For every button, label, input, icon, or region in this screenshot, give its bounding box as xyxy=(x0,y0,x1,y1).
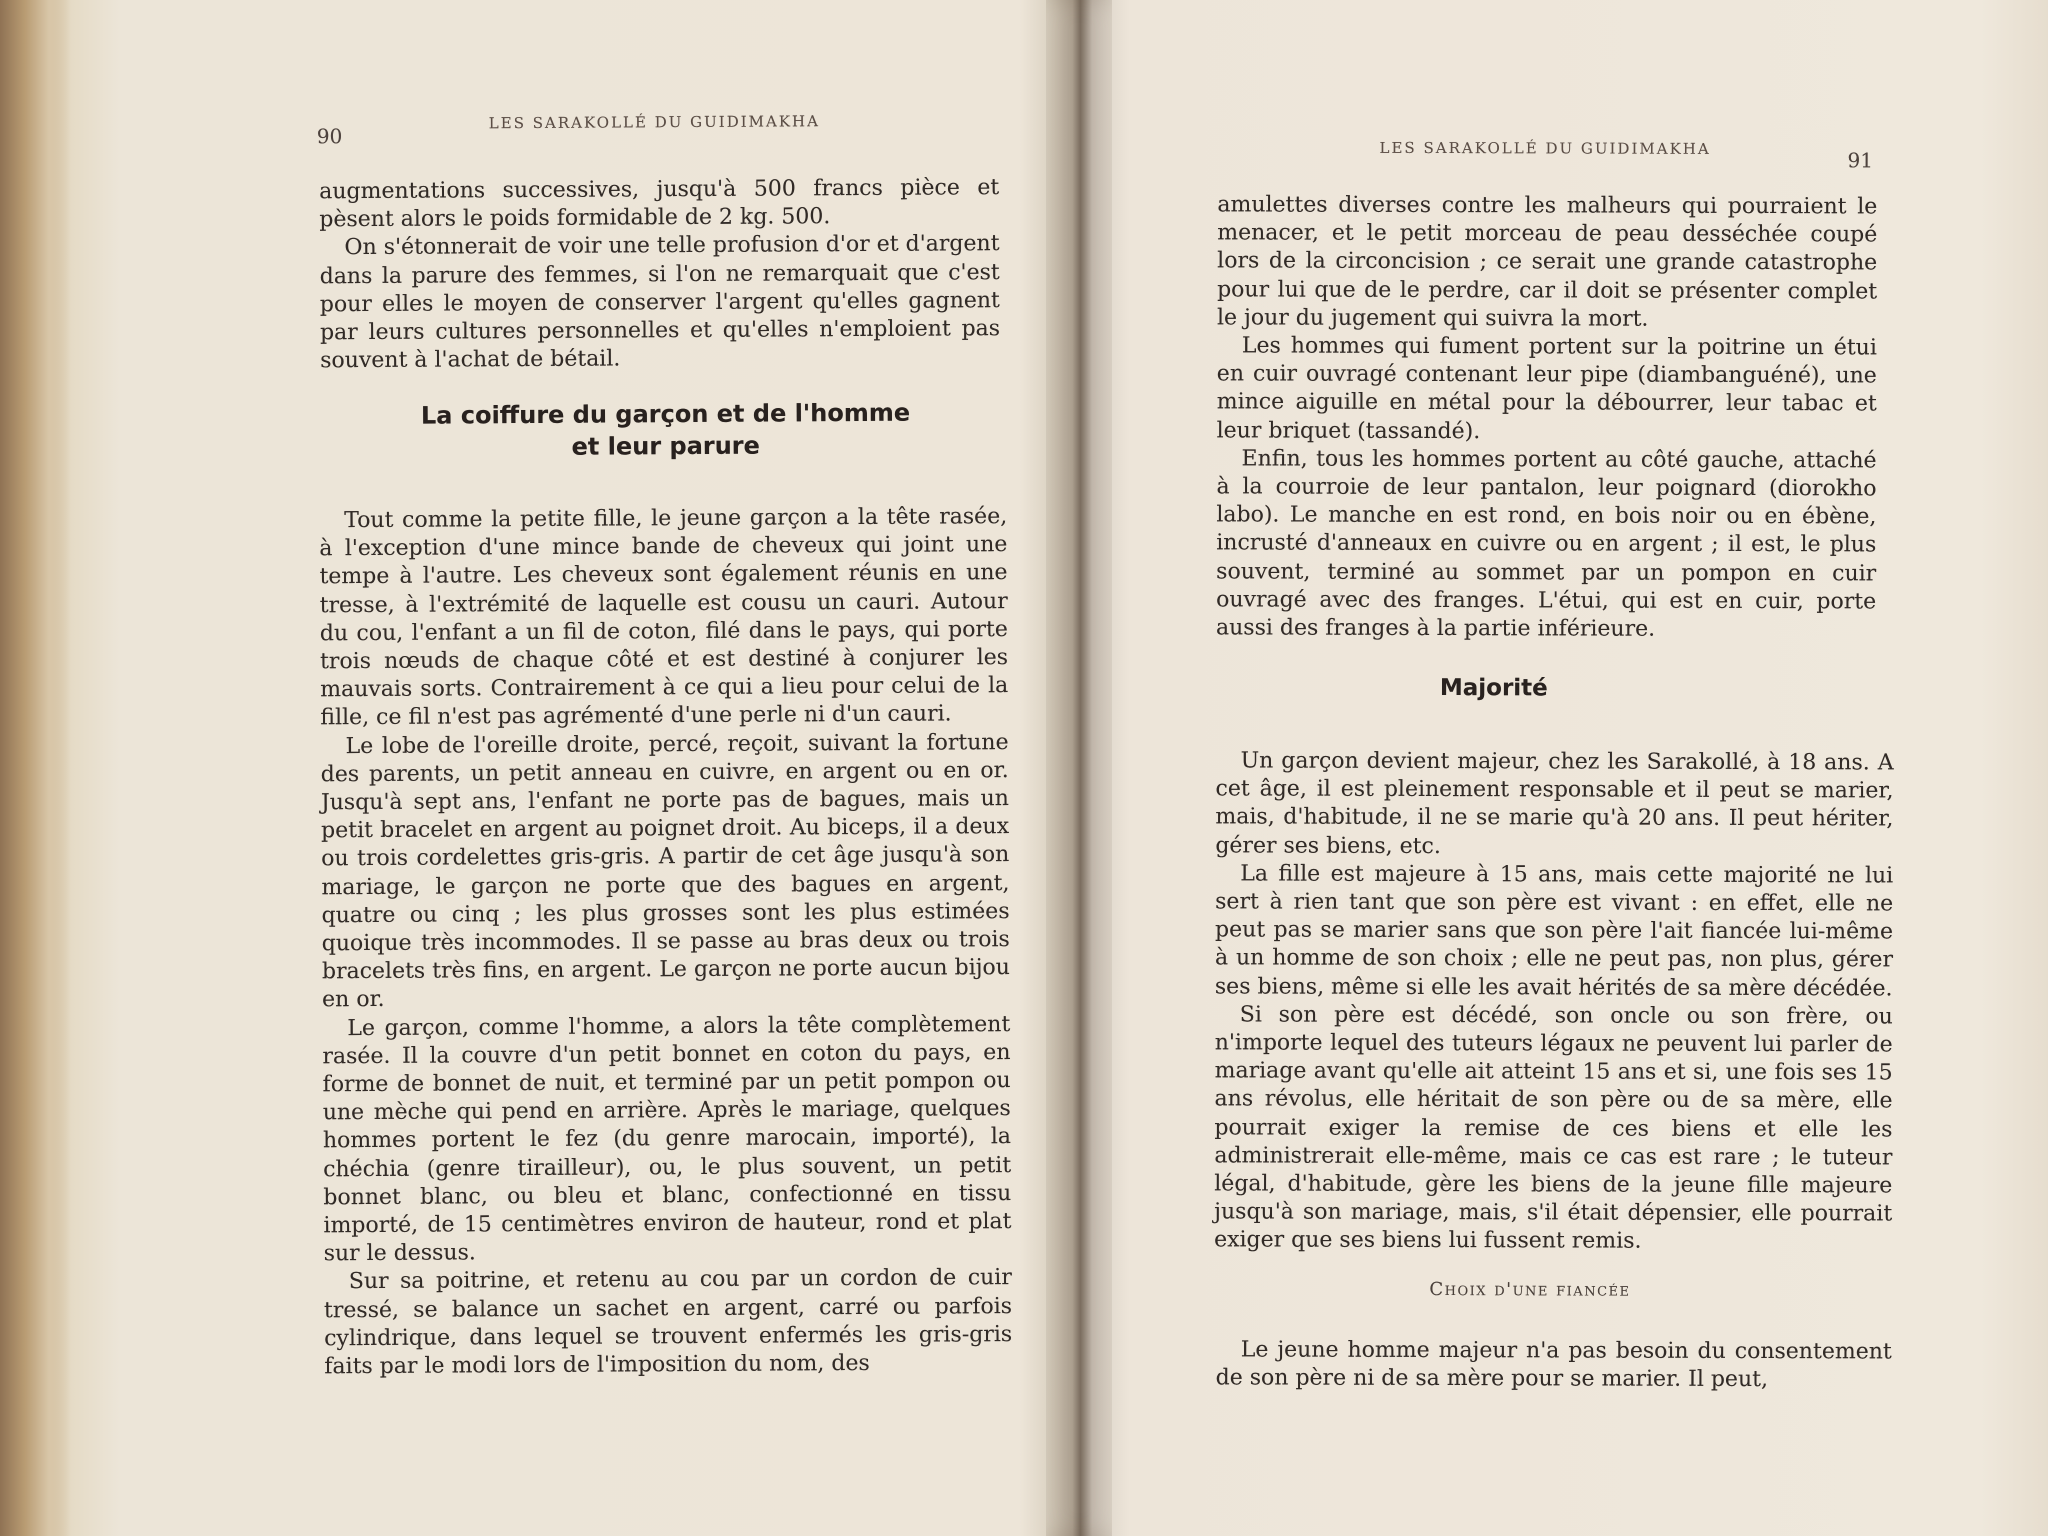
left-body-paragraph-1: Tout comme la petite fille, le jeune garçon a la tête rasée, à l'exception d'une mince bande de cheveux qui joint une tempe à l'autre. Les cheveux sont également réunis en une tresse, à l'extrémité de laquelle est cousu un cauri. Autour du cou, l'enfant a un fil de coton, filé dans le pays, qui porte trois nœuds de chaque côté et est destiné à conjurer les mauvais sorts. Contrairement à ce qui a lieu pour celui de la fille, ce fil n'est pas agrémenté d'une perle ni d'un cauri. xyxy=(319,504,1009,731)
left-body-text xyxy=(319,503,1012,1381)
left-section-heading xyxy=(360,396,970,464)
left-running-header: LES SARAKOLLÉ DU GUIDIMAKHA xyxy=(488,112,820,133)
left-body-paragraph-3: Le garçon, comme l'homme, a alors la tête complètement rasée. Il la couvre d'un petit bonnet en coton du pays, en forme de bonnet de nuit, et terminé par un petit pompon ou une mèche qui pend en arrière. Après le mariage, quelques hommes portent le fez (du genre marocain, importé), la chéchia (genre tirailleur), ou, le plus souvent, un petit bonnet blanc, ou bleu et blanc, confectionné en tissu importé, de 15 centimètres environ de hauteur, rond et plat sur le dessus. xyxy=(322,1011,1012,1267)
majorite-text xyxy=(1214,747,1894,1257)
right-top-paragraph-1: amulettes diverses contre les malheurs qui pourraient le menacer, et le petit morceau de peau desséchée coupé lors de la circoncision ; ce serait une grande catastrophe pour lui que de le perdre, car il doit se présenter complet le jour du jugement qui suivra la mort. xyxy=(1216,192,1878,332)
left-body-paragraph-4: Sur sa poitrine, et retenu au cou par un cordon de cuir tressé, se balance un sachet en argent, carré ou parfois cylindrique, dans lequel se trouvent enfermés les gris-gris faits par le modi lors de l'imposition du nom, des xyxy=(323,1265,1013,1380)
right-top-text xyxy=(1216,191,1877,644)
left-body-paragraph-2: Le lobe de l'oreille droite, percé, reçoit, suivant la fortune des parents, un petit anneau en cuivre, en argent ou en or. Jusqu'à sept ans, l'enfant ne porte pas de bagues, mais un petit bracelet en argent au poignet droit. Au biceps, il a deux ou trois cordelettes gris-gris. A partir de cet âge jusqu'à son mariage, le garçon ne porte que des bagues en argent, quatre ou cinq ; les plus grosses sont les plus estimées quoique très incommodes. Il se passe au bras deux ou trois bracelets très fins, en argent. Le garçon ne porte aucun bijou en or. xyxy=(320,729,1011,1013)
left-page xyxy=(38,0,1057,1536)
left-top-paragraph-2: On s'étonnerait de voir une telle profusion d'or et d'argent dans la parure des femmes, si l'on ne remarquait que c'est pour elles le moyen de conserver l'argent qu'elles gagnent par leurs cultures personnelles et qu'elles n'emploient pas souvent à l'achat de bétail. xyxy=(319,231,1001,374)
majorite-paragraph-3: Si son père est décédé, son oncle ou son frère, ou n'importe lequel des tuteurs légaux ne peuvent lui parler de mariage avant qu'elle ait atteint 15 ans et si, une fois ses 15 ans révolus, elle héritait de son père ou de sa mère, elle pourrait exiger la remise de ces biens et elle les administrerait elle-même, mais ce cas est rare ; le tuteur légal, d'habitude, gère les biens de la jeune fille majeure jusqu'à son mariage, mais, s'il était dépensier, elle pourrait exiger que ses biens lui fussent remis. xyxy=(1214,1002,1893,1255)
left-top-text xyxy=(319,174,1000,376)
right-top-paragraph-2: Les hommes qui fument portent sur la poitrine un étui en cuir ouvragé contenant leur pipe (diambanguéné), une mince aiguille en métal pour la débourrer, leur tabac et leur briquet (tassandé). xyxy=(1216,333,1877,444)
left-top-paragraph-1: augmentations successives, jusqu'à 500 francs pièce et pèsent alors le poids formidable de 2 kg. 500. xyxy=(319,175,1000,233)
left-section-heading-line-1: La coiffure du garçon et de l'homme xyxy=(420,398,911,430)
majorite-paragraph-2: La fille est majeure à 15 ans, mais cette majorité ne lui sert à rien tant que son père est vivant : en effet, elle ne peut pas se marier sans que son père l'ait fiancée lui-même à un homme de son choix ; elle ne peut pas, non plus, gérer ses biens, même si elle les avait hérités de sa mère décédée. xyxy=(1214,861,1894,1002)
right-bottom-text xyxy=(1216,1336,1892,1395)
right-bottom-paragraph: Le jeune homme majeur n'a pas besoin du consentement de son père ni de sa mère pour se marier. Il peut, xyxy=(1215,1337,1892,1393)
right-page xyxy=(1109,0,2048,1536)
right-page-number: 91 xyxy=(1847,148,1873,173)
majorite-paragraph-1: Un garçon devient majeur, chez les Sarakollé, à 18 ans. A cet âge, il est pleinement responsable et il peut se marier, mais, d'habitude, il ne se marie qu'à 20 ans. Il peut hériter, gérer ses biens, etc. xyxy=(1215,748,1894,859)
choix-fiancee-subheading: Choix d'une fiancée xyxy=(1429,1278,1631,1301)
left-section-heading-line-2: et leur parure xyxy=(571,431,760,461)
right-top-paragraph-3: Enfin, tous les hommes portent au côté gauche, attaché à la courroie de leur pantalon, leur poignard (diorokho labo). Le manche en est rond, en bois noir ou en ébène, incrusté d'anneaux en cuivre ou en argent ; il est, le plus souvent, terminé au sommet par un pompon en cuir ouvragé avec des franges. L'étui, qui est en cuir, porte aussi des franges à la partie inférieure. xyxy=(1215,446,1877,642)
majorite-heading: Majorité xyxy=(1439,675,1548,702)
left-page-number: 90 xyxy=(316,124,343,149)
right-running-header: LES SARAKOLLÉ DU GUIDIMAKHA xyxy=(1379,138,1711,158)
